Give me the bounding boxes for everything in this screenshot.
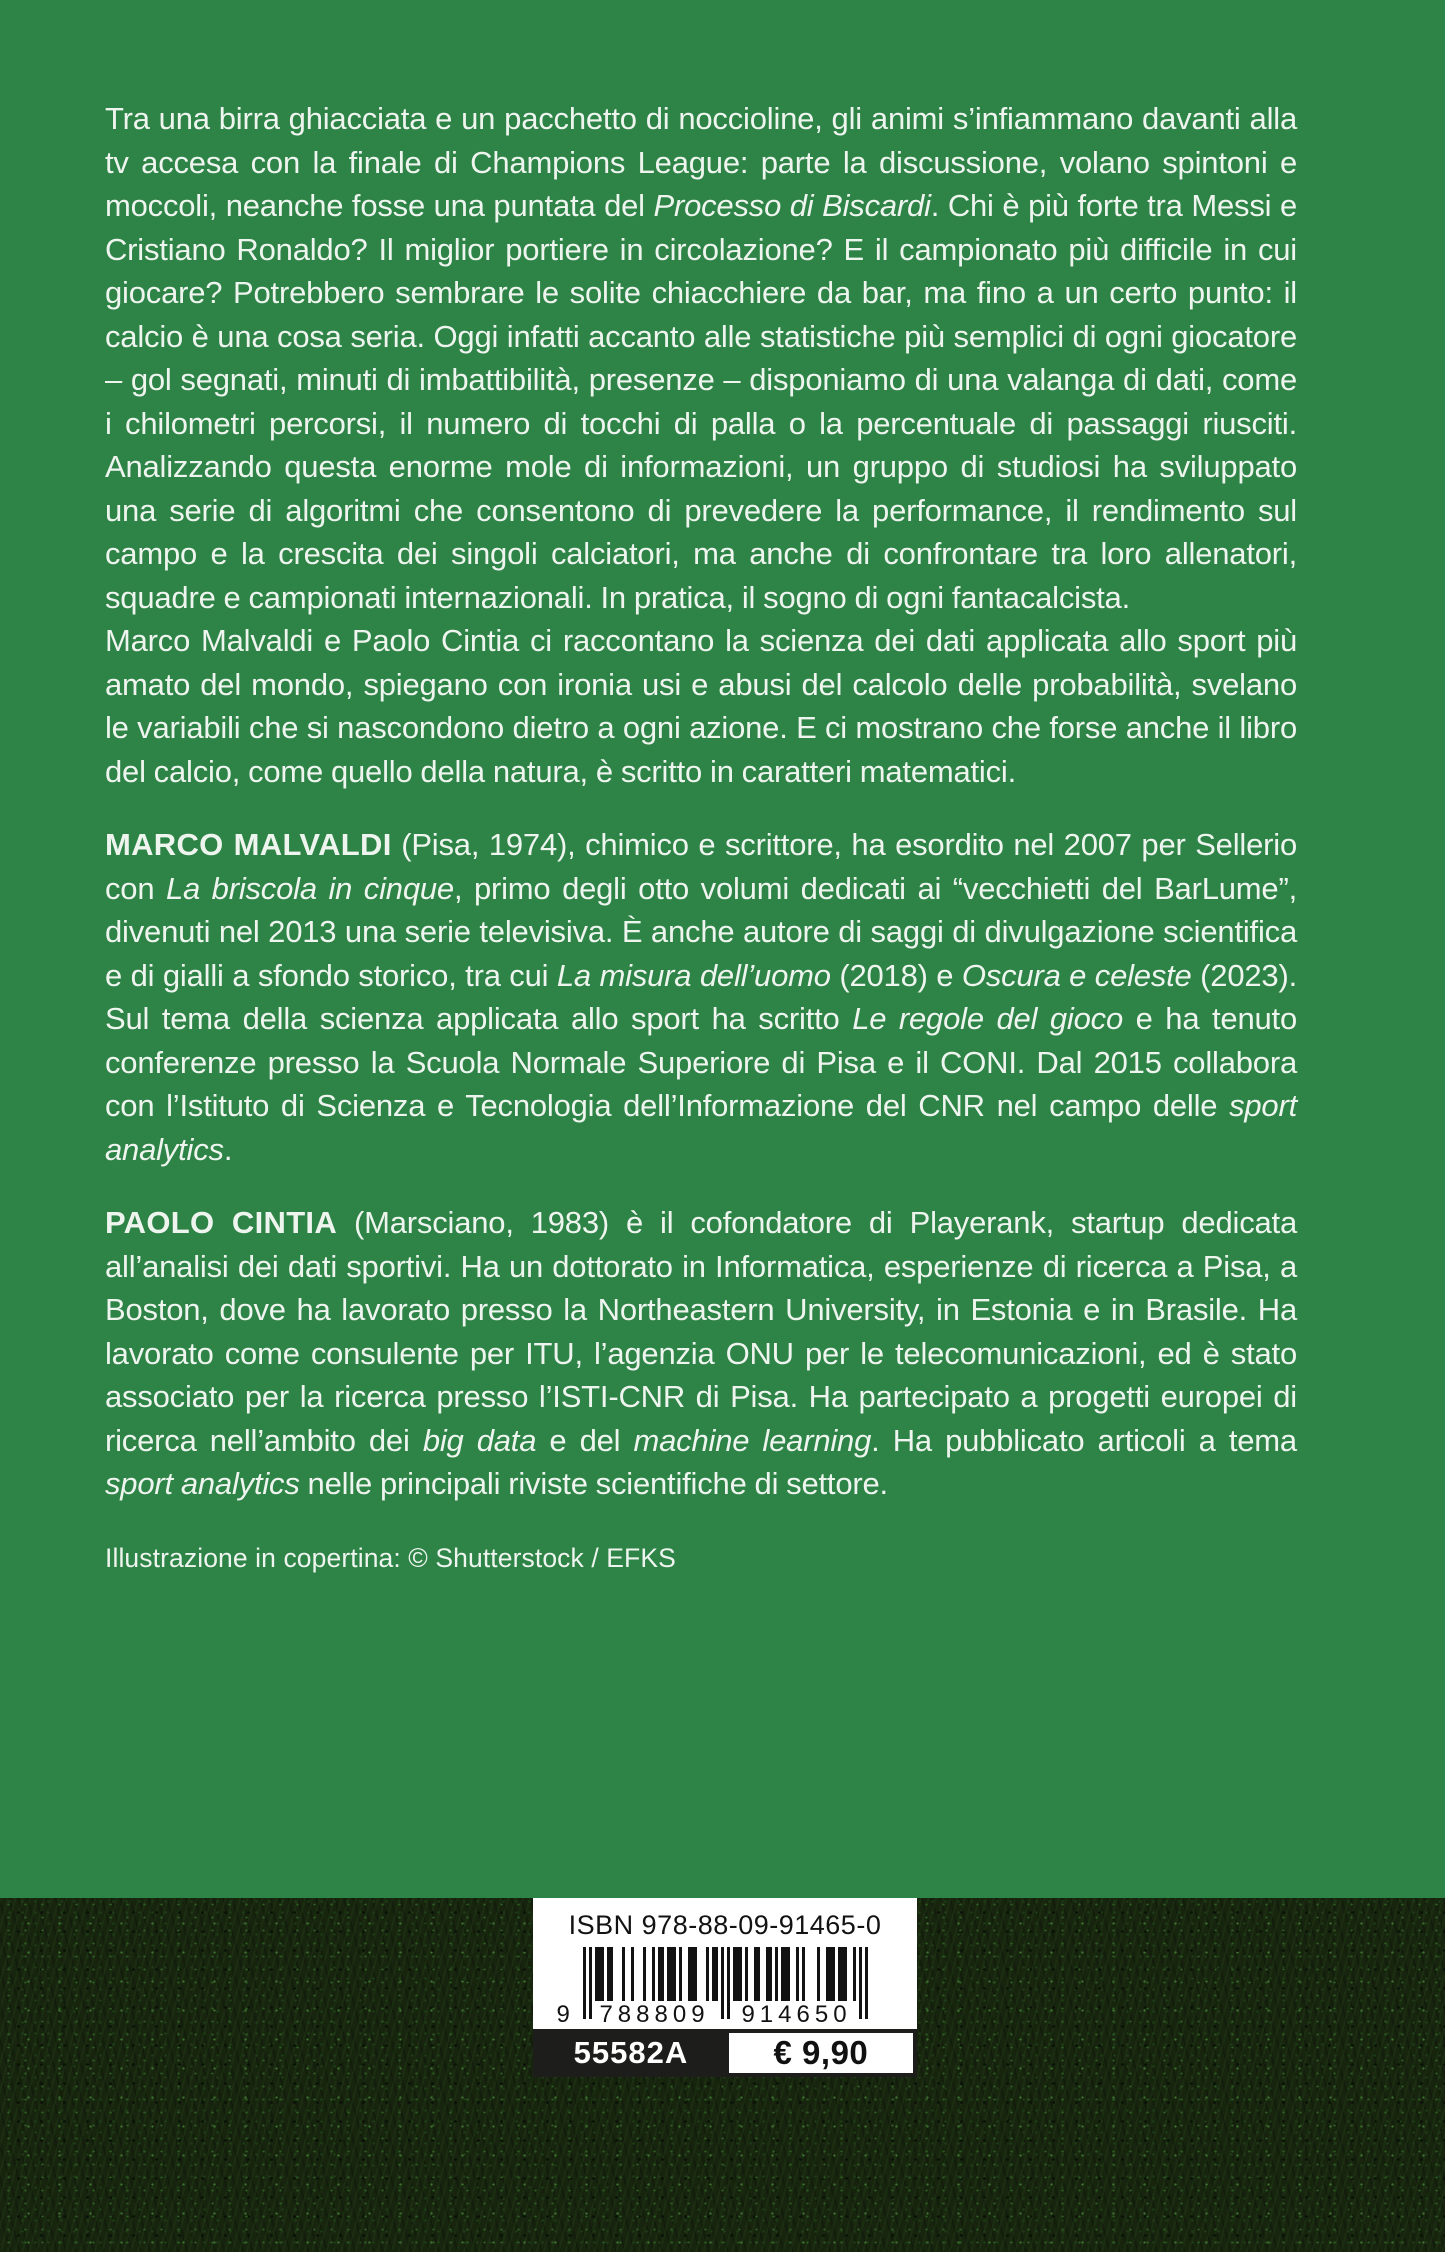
back-cover-text-column (105, 97, 1297, 1574)
price-label: € 9,90 (729, 2033, 913, 2073)
synopsis (105, 97, 1297, 793)
author-bio-malvaldi (105, 823, 1297, 1171)
price-band (533, 2029, 917, 2077)
barcode-price-block (533, 1898, 917, 2077)
author-bio-text: (Marsciano, 1983) è il cofondatore di Playerank, startup dedicata all’analisi dei dati sportivi. Ha un dottorato in Informatica, esperienze di ricerca a Pisa, a Boston, dove ha lavorato presso la Northeastern University, in Estonia e in Brasile. Ha lavorato come consulente per ITU, l’agenzia ONU per le telecomunicazioni, ed è stato associato per la ricerca presso l’ISTI-CNR di Pisa. Ha partecipato a progetti europei di ricerca nell’ambito dei big data e del machine learning. Ha pubblicato articoli a tema sport analytics nelle principali riviste scientifiche di settore. (105, 1205, 1297, 1501)
isbn-label: ISBN 978-88-09-91465-0 (568, 1910, 882, 1940)
barcode-digit-group: 788809 (599, 2001, 710, 2028)
synopsis-paragraph: Marco Malvaldi e Paolo Cintia ci raccontano la scienza dei dati applicata allo sport più amato del mondo, spiegano con ironia usi e abusi del calcolo delle probabilità, svelano le variabili che si nascondono dietro a ogni azione. E ci mostrano che forse anche il libro del calcio, come quello della natura, è scritto in caratteri matematici. (105, 623, 1297, 789)
author-name: PAOLO CINTIA (105, 1205, 338, 1240)
barcode-box (533, 1898, 917, 2029)
synopsis-paragraph: Tra una birra ghiacciata e un pacchetto di noccioline, gli animi s’infiammano davanti alla tv accesa con la finale di Champions League: parte la discussione, volano spintoni e moccoli, neanche fosse una puntata del Processo di Biscardi. Chi è più forte tra Messi e Cristiano Ronaldo? Il miglior portiere in circolazione? E il campionato più difficile in cui giocare? Potrebbero sembrare le solite chiacchiere da bar, ma fino a un certo punto: il calcio è una cosa seria. Oggi infatti accanto alle statistiche più semplici di ogni giocatore – gol segnati, minuti di imbattibilità, presenze – disponiamo di una valanga di dati, come i chilometri percorsi, il numero di tocchi di palla o la percentuale di passaggi riusciti. Analizzando questa enorme mole di informazioni, un gruppo di studiosi ha sviluppato una serie di algoritmi che consentono di prevedere la performance, il rendimento sul campo e la crescita dei singoli calciatori, ma anche di confrontare tra loro allenatori, squadre e campionati internazionali. In pratica, il sogno di ogni fantacalcista. (105, 101, 1297, 615)
barcode-digit-group: 914650 (741, 2001, 852, 2028)
cover-illustration-credit: Illustrazione in copertina: © Shutterstock / EFKS (105, 1542, 676, 1573)
ean-barcode (556, 1947, 868, 2028)
author-bio-cintia (105, 1201, 1297, 1506)
author-bio-text: (Pisa, 1974), chimico e scrittore, ha esordito nel 2007 per Sellerio con La briscola in cinque, primo degli otto volumi dedicati ai “vecchietti del BarLume”, divenuti nel 2013 una serie televisiva. È anche autore di saggi di divulgazione scientifica e di gialli a sfondo storico, tra cui La misura dell’uomo (2018) e Oscura e celeste (2023). Sul tema della scienza applicata allo sport ha scritto Le regole del gioco e ha tenuto conferenze presso la Scuola Normale Superiore di Pisa e il CONI. Dal 2015 collabora con l’Istituto di Scienza e Tecnologia dell’Informazione del CNR nel campo delle sport analytics. (105, 827, 1298, 1167)
barcode-digit-group: 9 (556, 2001, 575, 2028)
product-code: 55582A (573, 2035, 689, 2070)
author-name: MARCO MALVALDI (105, 827, 392, 862)
